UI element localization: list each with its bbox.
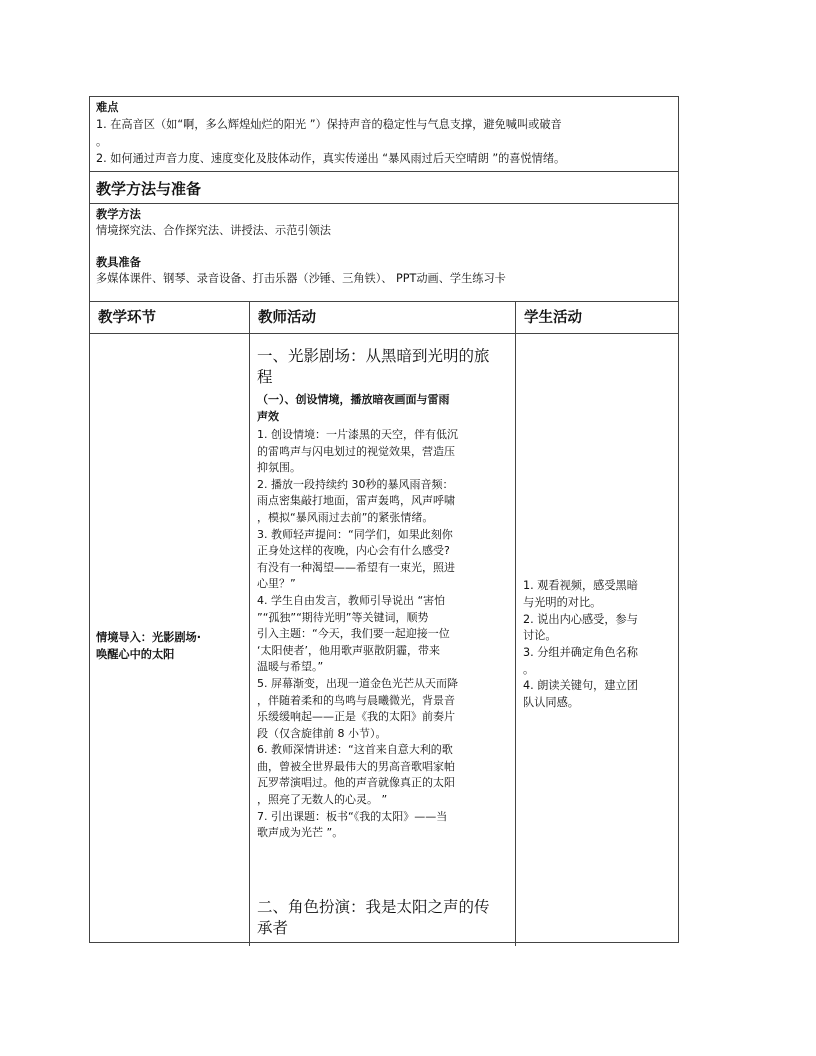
- stage-text: 情境导入：光影剧场·: [96, 631, 201, 644]
- teacher-line: 1. 创设情境：一片漆黑的天空，伴有低沉: [257, 428, 458, 441]
- teacher-heading-line: 二、角色扮演：我是太阳之声的传: [257, 898, 490, 916]
- teacher-line: ‘太阳使者’，他用歌声驱散阴霾，带来: [257, 643, 440, 657]
- teacher-line: 抑氛围。: [257, 461, 301, 475]
- methods-section: [90, 204, 678, 302]
- teacher-heading-line: 程: [257, 368, 273, 386]
- teacher-line: 段（仅含旋律前 8 小节）。: [257, 726, 387, 740]
- teacher-line: 雨点密集敲打地面，雷声轰鸣，风声呼啸: [257, 494, 455, 508]
- header-teacher: 教师活动: [250, 302, 516, 333]
- teacher-subheading-line: （一）、创设情境，播放暗夜画面与雷雨: [257, 393, 450, 406]
- teacher-line: ，照亮了无数人的心灵。 ”: [257, 793, 388, 807]
- teacher-line: 乐缓缓响起——正是《我的太阳》前奏片: [257, 710, 455, 724]
- teacher-item-6: [257, 742, 509, 808]
- difficulty-label: 难点: [96, 101, 119, 114]
- teacher-heading: [257, 346, 509, 388]
- student-item-4: [523, 678, 638, 711]
- teacher-activity-cell: [250, 334, 516, 946]
- difficulty-item: 2. 如何通过声音力度、速度变化及肢体动作，真实传递出 “暴风雨过后天空晴朗 ”的喜悦情绪。: [96, 152, 566, 165]
- student-line: 讨论。: [523, 629, 557, 643]
- teacher-item-5: [257, 676, 509, 742]
- student-line: 3. 分组并确定角色名称: [523, 646, 638, 659]
- teacher-heading-2: [257, 897, 507, 939]
- student-item-3: [523, 645, 638, 678]
- student-item-1: [523, 578, 638, 611]
- student-line: 队认同感。: [523, 696, 579, 710]
- table-header-row: [90, 302, 678, 334]
- teacher-line: 3. 教师轻声提问：“同学们，如果此刻你: [257, 527, 453, 541]
- teacher-line: ，伴随着柔和的鸟鸣与晨曦微光，背景音: [257, 693, 455, 707]
- teacher-line: 心里？”: [257, 577, 296, 591]
- tools-text: 多媒体课件、钢琴、录音设备、打击乐器（沙锤、三角铁）、 PPT动画、学生练习卡: [96, 272, 506, 285]
- teacher-line: 7. 引出课题：板书“《我的太阳》——当: [257, 809, 448, 823]
- teacher-heading-line: 承者: [257, 919, 289, 937]
- difficulty-section: [90, 97, 678, 172]
- teacher-line: 引入主题：“今天，我们要一起迎接一位: [257, 627, 450, 641]
- teacher-item-7: [257, 809, 509, 842]
- teacher-line: 曲，曾被全世界最伟大的男高音歌唱家帕: [257, 759, 455, 773]
- teacher-line: 正身处这样的夜晚，内心会有什么感受?: [257, 544, 450, 558]
- methods-section-title: 教学方法与准备: [90, 172, 678, 204]
- difficulty-item: 1. 在高音区（如“啊，多么辉煌灿烂的阳光 ”）保持声音的稳定性与气息支撑，避免喊叫或破音: [96, 118, 562, 131]
- stage-cell: [90, 334, 250, 946]
- teacher-line: 的雷鸣声与闪电划过的视觉效果，营造压: [257, 444, 455, 458]
- lesson-plan-page: [89, 96, 679, 943]
- teacher-item-2: [257, 477, 509, 527]
- student-line: 2. 说出内心感受，参与: [523, 612, 638, 626]
- teacher-line: 2. 播放一段持续约 30秒的暴风雨音频：: [257, 477, 454, 491]
- teacher-line: 有没有一种渴望——希望有一束光，照进: [257, 560, 455, 574]
- difficulty-item: 。: [96, 135, 108, 148]
- student-line: 。: [523, 662, 535, 676]
- student-line: 4. 朗读关键句，建立团: [523, 679, 638, 693]
- table-row: [90, 334, 678, 946]
- methods-label: 教学方法: [96, 208, 141, 221]
- teacher-item-4: [257, 593, 509, 676]
- header-student: 学生活动: [524, 310, 582, 326]
- teacher-line: 歌声成为光芒 ”。: [257, 826, 344, 840]
- teacher-line: 温暖与希望。”: [257, 660, 324, 674]
- student-item-2: [523, 612, 638, 645]
- student-line: 与光明的对比。: [523, 595, 602, 609]
- teacher-line: ”“孤独”“期待光明”等关键词，顺势: [257, 610, 429, 624]
- teacher-line: 瓦罗蒂演唱过。他的声音就像真正的太阳: [257, 776, 455, 790]
- teacher-line: 6. 教师深情讲述：“这首来自意大利的歌: [257, 743, 453, 757]
- teacher-line: ，模拟“暴风雨过去前”的紧张情绪。: [257, 510, 434, 524]
- tools-label: 教具准备: [96, 256, 141, 269]
- teacher-subheading-line: 声效: [257, 409, 279, 423]
- methods-text: 情境探究法、合作探究法、讲授法、示范引领法: [96, 224, 331, 237]
- teacher-item-1: [257, 427, 509, 477]
- teacher-item-3: [257, 527, 509, 593]
- student-activity-cell: [516, 334, 678, 946]
- teacher-line: 5. 屏幕渐变，出现一道金色光芒从天而降: [257, 676, 458, 690]
- teacher-line: 4. 学生自由发言，教师引导说出 “害怕: [257, 593, 446, 607]
- header-stage: 教学环节: [90, 302, 250, 333]
- teacher-heading-line: 一、光影剧场：从黑暗到光明的旅: [257, 347, 490, 365]
- stage-text: 唤醒心中的太阳: [96, 648, 175, 661]
- student-line: 1. 观看视频，感受黑暗: [523, 579, 638, 593]
- teacher-subheading: [257, 392, 509, 425]
